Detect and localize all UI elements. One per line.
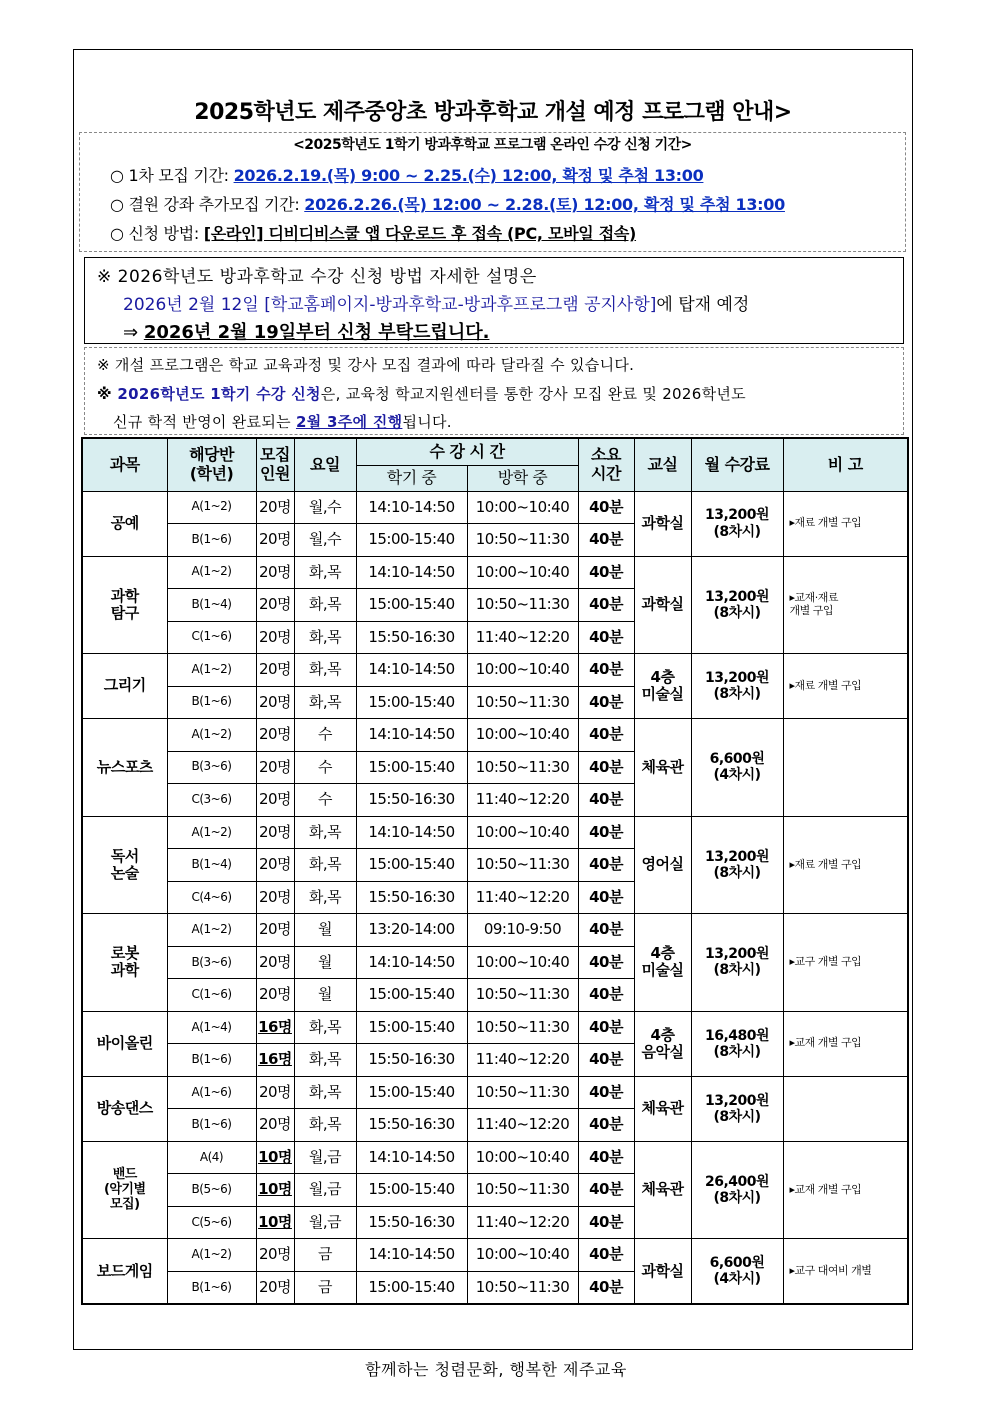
day-cell: 화,목 — [294, 881, 356, 914]
vacation-time-cell: 10:50~11:30 — [467, 1174, 578, 1207]
class-cell: A(1~2) — [167, 914, 256, 947]
duration-cell: 40분 — [578, 654, 634, 687]
remark-3-bold: 2월 3주에 진행 — [295, 413, 403, 431]
day-cell: 수 — [294, 719, 356, 752]
vacation-time-cell: 11:40~12:20 — [467, 881, 578, 914]
subject-cell: 밴드 (악기별 모집) — [82, 1141, 167, 1239]
vacation-time-cell: 10:50~11:30 — [467, 686, 578, 719]
remark-1: ※ 개설 프로그램은 학교 교육과정 및 강사 모집 결과에 따라 달라질 수 있습니다. — [97, 356, 635, 374]
fee-cell: 6,600원 (4차시) — [691, 719, 783, 817]
room-cell: 과학실 — [634, 491, 691, 556]
class-cell: B(1~6) — [167, 1271, 256, 1304]
day-cell: 화,목 — [294, 654, 356, 687]
vacation-time-cell: 10:50~11:30 — [467, 849, 578, 882]
notice-apply-date: 2026년 2월 19일부터 신청 부탁드립니다. — [143, 322, 490, 343]
remark-2-bold: 2026학년도 1학기 수강 신청 — [117, 385, 321, 403]
duration-cell: 40분 — [578, 881, 634, 914]
capacity-cell: 20명 — [256, 881, 294, 914]
subject-cell: 바이올린 — [82, 1011, 167, 1076]
class-cell: B(1~6) — [167, 1109, 256, 1142]
term-time-cell: 15:00-15:40 — [356, 524, 467, 557]
first-period-label: ○ 1차 모집 기간: — [110, 166, 234, 185]
table-row — [82, 491, 908, 524]
day-cell: 수 — [294, 751, 356, 784]
fee-cell: 13,200원 (8차시) — [691, 556, 783, 654]
vacation-time-cell: 10:00~10:40 — [467, 946, 578, 979]
fee-cell: 13,200원 (8차시) — [691, 816, 783, 914]
room-cell: 4층 미술실 — [634, 654, 691, 719]
duration-cell: 40분 — [578, 1239, 634, 1272]
table-row — [82, 914, 908, 947]
room-cell: 과학실 — [634, 556, 691, 654]
class-cell: B(1~6) — [167, 686, 256, 719]
arrow-icon: ⇒ — [123, 322, 144, 343]
room-cell: 체육관 — [634, 719, 691, 817]
class-cell: C(3~6) — [167, 784, 256, 817]
vacation-time-cell: 10:00~10:40 — [467, 491, 578, 524]
note-cell: ▸교구 개별 구입 — [783, 914, 908, 1012]
application-period-box — [79, 132, 906, 252]
header-subject: 과목 — [82, 438, 167, 491]
fee-cell: 13,200원 (8차시) — [691, 491, 783, 556]
header-duration: 소요 시간 — [578, 438, 634, 491]
remark-2-mark: ※ — [97, 385, 118, 403]
class-cell: C(5~6) — [167, 1206, 256, 1239]
capacity-cell: 20명 — [256, 686, 294, 719]
class-cell: A(1~4) — [167, 1011, 256, 1044]
day-cell: 수 — [294, 784, 356, 817]
subject-cell: 공예 — [82, 491, 167, 556]
term-time-cell: 15:50-16:30 — [356, 784, 467, 817]
capacity-cell: 20명 — [256, 589, 294, 622]
day-cell: 월,금 — [294, 1206, 356, 1239]
duration-cell: 40분 — [578, 751, 634, 784]
page-title: 2025학년도 제주중앙초 방과후학교 개설 예정 프로그램 안내> — [194, 100, 792, 125]
duration-cell: 40분 — [578, 849, 634, 882]
vacation-time-cell: 11:40~12:20 — [467, 621, 578, 654]
capacity-cell: 20명 — [256, 719, 294, 752]
subject-cell: 로봇 과학 — [82, 914, 167, 1012]
note-cell: ▸교재 개별 구입 — [783, 1011, 908, 1076]
term-time-cell: 15:50-16:30 — [356, 1109, 467, 1142]
subject-cell: 그리기 — [82, 654, 167, 719]
note-cell — [783, 719, 908, 817]
duration-cell: 40분 — [578, 979, 634, 1012]
capacity-cell: 20명 — [256, 1076, 294, 1109]
capacity-cell: 20명 — [256, 491, 294, 524]
vacation-time-cell: 10:00~10:40 — [467, 654, 578, 687]
term-time-cell: 15:50-16:30 — [356, 881, 467, 914]
duration-cell: 40분 — [578, 556, 634, 589]
class-cell: C(1~6) — [167, 621, 256, 654]
capacity-cell: 20명 — [256, 784, 294, 817]
day-cell: 화,목 — [294, 621, 356, 654]
header-note: 비 고 — [783, 438, 908, 491]
remark-2 — [97, 383, 746, 404]
duration-cell: 40분 — [578, 719, 634, 752]
class-cell: B(1~4) — [167, 849, 256, 882]
apply-method-value: [온라인] 디비디비스쿨 앱 다운로드 후 접속 (PC, 모바일 접속) — [203, 224, 637, 243]
header-room: 교실 — [634, 438, 691, 491]
capacity-cell: 20명 — [256, 654, 294, 687]
term-time-cell: 14:10-14:50 — [356, 556, 467, 589]
room-cell: 체육관 — [634, 1141, 691, 1239]
day-cell: 월,금 — [294, 1141, 356, 1174]
day-cell: 화,목 — [294, 556, 356, 589]
day-cell: 화,목 — [294, 816, 356, 849]
duration-cell: 40분 — [578, 1011, 634, 1044]
duration-cell: 40분 — [578, 946, 634, 979]
class-cell: B(3~6) — [167, 946, 256, 979]
day-cell: 월 — [294, 914, 356, 947]
day-cell: 화,목 — [294, 686, 356, 719]
table-row — [82, 1239, 908, 1272]
capacity-cell: 20명 — [256, 914, 294, 947]
day-cell: 화,목 — [294, 1076, 356, 1109]
document-frame — [73, 49, 913, 1350]
duration-cell: 40분 — [578, 1076, 634, 1109]
term-time-cell: 15:00-15:40 — [356, 1011, 467, 1044]
term-time-cell: 15:00-15:40 — [356, 849, 467, 882]
vacation-time-cell: 10:50~11:30 — [467, 589, 578, 622]
subject-cell: 방송댄스 — [82, 1076, 167, 1141]
header-fee: 월 수강료 — [691, 438, 783, 491]
term-time-cell: 14:10-14:50 — [356, 654, 467, 687]
class-cell: A(1~2) — [167, 719, 256, 752]
duration-cell: 40분 — [578, 816, 634, 849]
class-cell: B(1~4) — [167, 589, 256, 622]
capacity-cell: 20명 — [256, 524, 294, 557]
day-cell: 금 — [294, 1239, 356, 1272]
note-cell: ▸재료 개별 구입 — [783, 654, 908, 719]
remarks-box — [84, 347, 904, 435]
subject-cell: 과학 탐구 — [82, 556, 167, 654]
term-time-cell: 14:10-14:50 — [356, 719, 467, 752]
note-cell: ▸재료 개별 구입 — [783, 816, 908, 914]
room-cell: 4층 음악실 — [634, 1011, 691, 1076]
apply-method-label: ○ 신청 방법: — [110, 224, 204, 243]
note-cell: ▸재료 개별 구입 — [783, 491, 908, 556]
note-cell: ▸교재·재료 개별 구입 — [783, 556, 908, 654]
day-cell: 화,목 — [294, 1109, 356, 1142]
remark-3 — [113, 411, 452, 432]
term-time-cell: 15:50-16:30 — [356, 621, 467, 654]
class-cell: B(3~6) — [167, 751, 256, 784]
room-cell: 과학실 — [634, 1239, 691, 1304]
capacity-cell: 20명 — [256, 816, 294, 849]
term-time-cell: 13:20-14:00 — [356, 914, 467, 947]
vacation-time-cell: 10:00~10:40 — [467, 816, 578, 849]
term-time-cell: 14:10-14:50 — [356, 946, 467, 979]
notice-box — [84, 257, 904, 344]
capacity-cell: 10명 — [256, 1174, 294, 1207]
vacation-time-cell: 10:50~11:30 — [467, 524, 578, 557]
table-row — [82, 719, 908, 752]
class-cell: B(5~6) — [167, 1174, 256, 1207]
term-time-cell: 14:10-14:50 — [356, 1141, 467, 1174]
header-day: 요일 — [294, 438, 356, 491]
term-time-cell: 15:00-15:40 — [356, 751, 467, 784]
fee-cell: 6,600원 (4차시) — [691, 1239, 783, 1304]
program-table — [81, 437, 909, 1305]
capacity-cell: 10명 — [256, 1206, 294, 1239]
class-cell: A(1~2) — [167, 556, 256, 589]
vacation-time-cell: 11:40~12:20 — [467, 1206, 578, 1239]
footer-slogan: 함께하는 청렴문화, 행복한 제주교육 — [365, 1360, 627, 1379]
vacation-time-cell: 10:50~11:30 — [467, 979, 578, 1012]
class-cell: B(1~6) — [167, 524, 256, 557]
vacation-time-cell: 10:00~10:40 — [467, 556, 578, 589]
notice-line-2 — [123, 290, 749, 315]
notice-line-1: ※ 2026학년도 방과후학교 수강 신청 방법 자세한 설명은 — [97, 267, 537, 287]
day-cell: 화,목 — [294, 1044, 356, 1077]
class-cell: A(1~6) — [167, 1076, 256, 1109]
term-time-cell: 15:00-15:40 — [356, 1076, 467, 1109]
second-period — [110, 192, 785, 215]
day-cell: 화,목 — [294, 1011, 356, 1044]
table-row — [82, 816, 908, 849]
capacity-cell: 20명 — [256, 556, 294, 589]
term-time-cell: 15:00-15:40 — [356, 1271, 467, 1304]
vacation-time-cell: 09:10-9:50 — [467, 914, 578, 947]
room-cell: 영어실 — [634, 816, 691, 914]
vacation-time-cell: 10:50~11:30 — [467, 1271, 578, 1304]
capacity-cell: 10명 — [256, 1141, 294, 1174]
class-cell: A(1~2) — [167, 654, 256, 687]
header-capacity: 모집 인원 — [256, 438, 294, 491]
vacation-time-cell: 10:00~10:40 — [467, 1239, 578, 1272]
apply-method — [110, 221, 636, 244]
day-cell: 월,수 — [294, 491, 356, 524]
program-table-body — [82, 491, 908, 1304]
vacation-time-cell: 10:50~11:30 — [467, 1011, 578, 1044]
capacity-cell: 20명 — [256, 946, 294, 979]
capacity-cell: 20명 — [256, 1239, 294, 1272]
subject-cell: 뉴스포츠 — [82, 719, 167, 817]
duration-cell: 40분 — [578, 914, 634, 947]
table-row — [82, 1141, 908, 1174]
header-vacation: 방학 중 — [467, 465, 578, 491]
capacity-cell: 20명 — [256, 849, 294, 882]
table-row — [82, 1011, 908, 1044]
duration-cell: 40분 — [578, 1044, 634, 1077]
duration-cell: 40분 — [578, 1174, 634, 1207]
day-cell: 월 — [294, 979, 356, 1012]
first-period-value: 2026.2.19.(목) 9:00 ~ 2.25.(수) 12:00, 확정 및 추첨 13:00 — [233, 166, 704, 185]
term-time-cell: 15:00-15:40 — [356, 589, 467, 622]
subject-cell: 독서 논술 — [82, 816, 167, 914]
vacation-time-cell: 11:40~12:20 — [467, 1109, 578, 1142]
vacation-time-cell: 10:00~10:40 — [467, 1141, 578, 1174]
duration-cell: 40분 — [578, 1141, 634, 1174]
duration-cell: 40분 — [578, 686, 634, 719]
term-time-cell: 14:10-14:50 — [356, 816, 467, 849]
term-time-cell: 14:10-14:50 — [356, 491, 467, 524]
table-row — [82, 1076, 908, 1109]
duration-cell: 40분 — [578, 784, 634, 817]
second-period-value: 2026.2.26.(목) 12:00 ~ 2.28.(토) 12:00, 확정 및 추첨 13:00 — [304, 195, 785, 214]
note-cell: ▸교재 개별 구입 — [783, 1141, 908, 1239]
notice-line-2-tail: 에 탑재 예정 — [656, 295, 750, 315]
duration-cell: 40분 — [578, 524, 634, 557]
day-cell: 월 — [294, 946, 356, 979]
capacity-cell: 20명 — [256, 751, 294, 784]
term-time-cell: 15:00-15:40 — [356, 686, 467, 719]
note-cell — [783, 1076, 908, 1141]
notice-line-3 — [123, 318, 489, 344]
day-cell: 월,금 — [294, 1174, 356, 1207]
vacation-time-cell: 10:50~11:30 — [467, 751, 578, 784]
remark-3-pre: 신규 학적 반영이 완료되는 — [113, 413, 296, 431]
notice-date-link: 2026년 2월 12일 [학교홈페이지-방과후학교-방과후프로그램 공지사항] — [123, 295, 657, 315]
vacation-time-cell: 11:40~12:20 — [467, 1044, 578, 1077]
capacity-cell: 20명 — [256, 621, 294, 654]
class-cell: A(4) — [167, 1141, 256, 1174]
class-cell: A(1~2) — [167, 1239, 256, 1272]
duration-cell: 40분 — [578, 589, 634, 622]
class-cell: A(1~2) — [167, 816, 256, 849]
capacity-cell: 16명 — [256, 1011, 294, 1044]
fee-cell: 13,200원 (8차시) — [691, 914, 783, 1012]
note-cell: ▸교구 대여비 개별 — [783, 1239, 908, 1304]
header-during: 학기 중 — [356, 465, 467, 491]
term-time-cell: 14:10-14:50 — [356, 1239, 467, 1272]
day-cell: 금 — [294, 1271, 356, 1304]
second-period-label: ○ 결원 강좌 추가모집 기간: — [110, 195, 305, 214]
first-period — [110, 163, 703, 186]
vacation-time-cell: 10:50~11:30 — [467, 1076, 578, 1109]
duration-cell: 40분 — [578, 491, 634, 524]
period-subtitle: <2025학년도 1학기 방과후학교 프로그램 온라인 수강 신청 기간> — [293, 137, 692, 153]
day-cell: 화,목 — [294, 589, 356, 622]
capacity-cell: 20명 — [256, 979, 294, 1012]
duration-cell: 40분 — [578, 1271, 634, 1304]
class-cell: C(4~6) — [167, 881, 256, 914]
class-cell: A(1~2) — [167, 491, 256, 524]
remark-3-post: 됩니다. — [402, 413, 452, 431]
capacity-cell: 16명 — [256, 1044, 294, 1077]
class-cell: B(1~6) — [167, 1044, 256, 1077]
day-cell: 화,목 — [294, 849, 356, 882]
day-cell: 월,수 — [294, 524, 356, 557]
duration-cell: 40분 — [578, 621, 634, 654]
remark-2-rest: 은, 교육청 학교지원센터를 통한 강사 모집 완료 및 2026학년도 — [320, 385, 746, 403]
term-time-cell: 15:50-16:30 — [356, 1206, 467, 1239]
vacation-time-cell: 10:00~10:40 — [467, 719, 578, 752]
subject-cell: 보드게임 — [82, 1239, 167, 1304]
fee-cell: 26,400원 (8차시) — [691, 1141, 783, 1239]
duration-cell: 40분 — [578, 1109, 634, 1142]
capacity-cell: 20명 — [256, 1271, 294, 1304]
vacation-time-cell: 11:40~12:20 — [467, 784, 578, 817]
fee-cell: 13,200원 (8차시) — [691, 654, 783, 719]
duration-cell: 40분 — [578, 1206, 634, 1239]
header-class: 해당반 (학년) — [167, 438, 256, 491]
table-row — [82, 556, 908, 589]
table-row — [82, 654, 908, 687]
term-time-cell: 15:00-15:40 — [356, 979, 467, 1012]
term-time-cell: 15:50-16:30 — [356, 1044, 467, 1077]
fee-cell: 13,200원 (8차시) — [691, 1076, 783, 1141]
room-cell: 4층 미술실 — [634, 914, 691, 1012]
header-time: 수 강 시 간 — [356, 438, 578, 465]
term-time-cell: 15:00-15:40 — [356, 1174, 467, 1207]
room-cell: 체육관 — [634, 1076, 691, 1141]
class-cell: C(1~6) — [167, 979, 256, 1012]
fee-cell: 16,480원 (8차시) — [691, 1011, 783, 1076]
capacity-cell: 20명 — [256, 1109, 294, 1142]
